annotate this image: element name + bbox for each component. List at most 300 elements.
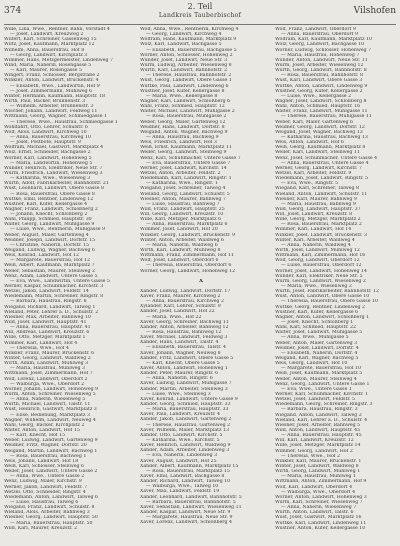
directory-entry: — Katharina, Wwe., Ringstr. 1 [146, 181, 218, 187]
directory-entry: Xander, Anton, Arbeiter, Bahnweg 12 [140, 324, 229, 330]
directory-entry: Xander, Peter, Maurer, Ringstr. 6 [140, 371, 219, 377]
directory-entry: Wunder, Heinrich, Elektriker, Neue Str. 7 [4, 165, 103, 171]
directory-entry: Wimmer, Hans, Metzgermeister, Lindenweg 7 [4, 57, 114, 63]
directory-entry: Wieland, Karl, Lehrer a. D., Schulstr. 4 [275, 417, 368, 423]
directory-entry: Weidner, Georg, Landwirt, Dorfstr. 12 [275, 124, 365, 130]
directory-entry: — Rosa, Bauersfrau, Obere Gasse 8 [10, 191, 95, 197]
directory-entry: Weigand, Martin, Landwirt, Bachweg 1 [4, 448, 98, 454]
directory-entry: Will, Georg, Landwirt, Kreuzstr. 10 [140, 212, 224, 218]
directory-entry: Wuttke, Anton, Landwirt, Lindenweg 9 [275, 83, 368, 89]
directory-entry: Wunder, Anton, Landwirt, Neue Str. 11 [275, 57, 368, 63]
directory-entry: — Barbara, Bauersfrau, Bahnhofstr. 5 [146, 499, 236, 505]
directory-entry: Will, Josef, Landwirt, Kreuzstr. 8 [275, 212, 353, 218]
directory-entry: — Theresia, Wwe., Hof 4 [10, 345, 69, 351]
directory-entry: Wimmer, Georg, Landwirt, Hof 2 [275, 448, 353, 454]
directory-entry: Weller, Karl, Landwirt, Steinweg 11 [275, 150, 360, 156]
directory-entry: Walter, Georg, Landwirt, Mühlgasse 9 [4, 222, 95, 228]
directory-entry: Wenz, Karl, Schuhmacher, Untere Gasse 7 [140, 155, 241, 161]
directory-entry: Weiß, Josef, Kaufmann, Marktplatz 5 [275, 371, 363, 377]
directory-entry: — Maria, Bauersfrau, Hauptstr. 50 [10, 520, 93, 526]
directory-entry: Wuttke, Georg, Rentner, Lindenweg 2 [275, 304, 365, 310]
directory-entry: Wüstner, Karl, Küfer, Kellergasse 4 [4, 201, 88, 207]
directory-entry: — Anna, Bauersfrau, Hauptstr. 45 [281, 433, 362, 439]
directory-entry: — Maria, Landwirtin, Höhenweg 5 [10, 160, 93, 166]
directory-entry: Wenz, Josef, Schuhmacher, Untere Gasse 4 [275, 155, 378, 161]
directory-entry: Xaver, Konrad, Landwirt, Untere Gasse 9 [140, 396, 238, 402]
directory-entry: — Georg, Landwirt, Kirchplatz 3 [10, 52, 88, 58]
directory-entry: — Eva, Bauersfrau, Untere Gasse 7 [146, 160, 231, 166]
directory-entry: Werner, Georg, Landwirt, Kirchstr. 7 [275, 165, 362, 171]
directory-entry: Wieland, Anton, Landwirt, Schulstr. 11 [275, 191, 368, 197]
page-header [0, 0, 400, 24]
directory-entry: — Barbara, Hausfrau, Ringstr. 3 [281, 407, 358, 413]
directory-entry: Wild, Josef, Landwirt, Hauptstr. 41 [4, 320, 87, 326]
directory-entry: — Theresia, Bauersfrau, Obere Gasse 10 [281, 299, 378, 305]
directory-entry: Wild, Anton, Landwirt, Hauptstr. 45 [275, 427, 361, 433]
directory-entry: Wolz, Georg, Landwirt, Bachgasse 10 [275, 42, 365, 48]
directory-entry: Wirth, Georg, Landwirt, Mühlweg 1 [275, 469, 361, 475]
directory-entry: Wittmann, Karl, Zimmermann, Hof 16 [275, 253, 366, 259]
directory-entry: Wiegand, Karl, Schreiner, Talweg 8 [275, 186, 360, 192]
directory-entry: — Elise, Bedienung, Marktplatz 3 [10, 412, 90, 418]
directory-entry: Wille, Karl, Metzger, Marktplatz 6 [140, 217, 222, 223]
directory-entry: — Luise, Bauersfrau, Oberdorf 12 [281, 263, 362, 269]
directory-entry: Xander, Hans, Landwirt, Talstr. 4 [140, 340, 219, 346]
directory-entry: Wittmann, Franz, Zimmermann, Hof 11 [140, 253, 235, 259]
directory-entry: — Rosa, Bauersfrau, Marktplatz 2 [281, 222, 362, 228]
directory-entry: Xander, Ludwig, Landwirt, Dorfstr. 17 [140, 288, 231, 294]
directory-entry: Wagner, Franz, Landwirt, Schloßberg 2 [4, 206, 98, 212]
directory-entry: — Maria, Hausfrau, Bahnweg 9 [281, 201, 356, 207]
directory-entry: Wittmann, Josef, Zimmermann, Hof 7 [4, 371, 93, 377]
directory-entry: — Barbara, Hausfrau, Ringstr. 8 [10, 299, 87, 305]
directory-entry: Wolf, Lorenz, Landwirt, Oberdorf 2 [4, 376, 88, 382]
directory-entry: Wenz, Ludwig, Maler, Kirchstr. 9 [4, 479, 82, 485]
directory-entry: Wolf, Georg, Landwirt, Oberdorf 12 [275, 258, 360, 264]
directory-entry: — Josef, Zimmermann, Mühlweg 6 [10, 88, 93, 94]
directory-entry: Wirth, Adam, Landwirt, Mühlweg 3 [4, 361, 89, 367]
directory-entry: — Therese, Hausfrau, Gartenweg 2 [146, 422, 231, 428]
directory-entry: Weiß, Albert, Kaufmann, Marktplatz 7 [4, 263, 95, 269]
directory-entry: Weber, Ludwig, Landwirt, Gartenweg 9 [4, 438, 98, 444]
directory-entry: Wilfert, Karl, Schreiner, Gassenweg 15 [4, 37, 97, 43]
directory-entry: Würth, Josef, Fabrikarbeiter, Bahnhofstr. 12 [275, 289, 379, 295]
directory-entry: Wörner, Karl, Landwirt, Höhenweg 5 [4, 155, 92, 161]
letter-heading: X [198, 278, 204, 284]
directory-entry: Werner, Kaspar, Schuhmacher, Kirchstr. 3 [4, 284, 104, 290]
directory-entry: Wiedemann, Georg, Schreiner, Ringstr. 3 [275, 402, 373, 408]
directory-entry: — Eva, Wwe., Untere Gasse 1 [281, 386, 352, 392]
directory-entry: Wolf, Alois, Landwirt, Kirchweg 10 [4, 129, 87, 135]
header-rule [4, 24, 396, 25]
directory-entry: Xaver, Franz, Maurer, Kirchweg 2 [140, 294, 221, 300]
directory-entry: Wolfram, Hans, Kaufmann, Marktplatz 9 [140, 37, 237, 43]
directory-entry: — Maria, Hausfrau, Mühlweg 1 [281, 474, 356, 480]
directory-entry: Wild, Georg, Landwirt, Hauptstr. 37 [275, 206, 361, 212]
directory-entry: — Margarete, Bauersfrau, Hof 12 [10, 258, 91, 264]
directory-entry: — Anna, Bauersfrau, Oberdorf 9 [281, 32, 358, 38]
directory-entry: — Josef, Landwirt, Kreuzweg 2 [10, 32, 84, 38]
directory-entry: Wild, Franz, Landwirt, Hauptstr. 25 [140, 206, 225, 212]
directory-entry: — Walburga, Wwe., Talweg 10 [146, 484, 219, 490]
directory-entry: — Karl, Knecht, Hof 15 [10, 433, 66, 439]
directory-entry: — Karl, Knecht, Obere Gasse 5 [146, 360, 220, 366]
directory-entry: — Maria, Wwe., Kellergasse 8 [146, 93, 218, 99]
directory-entry: — Anna, Wwe., Mühlgasse 5 [281, 335, 349, 341]
directory-entry: Wenz, Adam, Landwirt, Untere Gasse 5 [4, 273, 98, 279]
directory-entry: Wetzel, Anton, Arbeiter, Feldstr. 2 [140, 170, 221, 176]
directory-entry: Wetzel, Jakob, Landwirt, Feldstr. 14 [4, 289, 89, 295]
directory-entry: — Katharina, Hausfrau, Bachweg 13 [281, 134, 368, 140]
directory-entry: Würth, Georg, Landwirt, Bahnhofstr. 8 [275, 68, 367, 74]
directory-entry: Wiedemann, Anton, Landwirt, Talweg 6 [4, 494, 99, 500]
directory-entry: Wagner, Josef, Landwirt, Schloßberg 8 [275, 98, 367, 104]
directory-entry: — Eva, Wwe., Ringstr. 5 [281, 181, 339, 187]
directory-entry: Würth, Karl, Landwirt, Bahnhofstr. 2 [140, 68, 228, 74]
directory-entry: Xander, Georg, Schmied, Hauptstr. 33 [140, 401, 231, 407]
directory-entry: — Anna, Bauersfrau, Marktplatz 6 [146, 222, 228, 228]
directory-entry: — Johann, Knecht, Schloßberg 2 [10, 212, 88, 218]
directory-entry: Xaver, Anton, Landwirt, Höhenweg 1 [140, 366, 228, 371]
directory-entry: Wetzel, Karl, Arbeiter, Feldstr. 9 [275, 170, 352, 176]
directory-entry: — Anna, Bauersfrau, Untere Gasse 4 [281, 160, 369, 166]
directory-entry: — Luise, Hausfrau, Talweg 6 [10, 499, 79, 505]
directory-entry: Wunder, Karl, Elektriker, Neue Str. 5 [275, 273, 363, 279]
directory-entry: — Luise, Hausfrau, Bahnweg 7 [146, 201, 220, 207]
directory-entry: Xaver, Wilhelm, Maler, Marktplatz 13 [140, 427, 229, 433]
running-head-right: Vilshofen [353, 6, 396, 16]
directory-entry: Weis, Anton, Landwirt, Hof 6 [275, 140, 344, 146]
directory-entry: Weigand, Anton, Wagner, Bachweg 9 [140, 129, 228, 135]
directory-entry: Winkler, Josef, Landwirt, Brückenstr. 3 [275, 232, 367, 238]
directory-entry: Wurm, Anton, Schreiner, Wiesenweg 5 [4, 391, 96, 397]
directory-entry: — Theresia, Wwe., Hof 2 [281, 453, 340, 459]
directory-entry: — Anna, Bauersfrau, Kirchweg 2 [146, 299, 224, 305]
directory-entry: Wille, Otto, Metzger, Marktplatz 1 [4, 335, 86, 341]
directory-entry: Wahl, Georg, Bäcker, Kirchplatz 2 [4, 422, 85, 428]
directory-entry: — Walburga, Wwe., Oberdorf 2 [10, 381, 85, 387]
directory-entry: Wurm, Josef, Arbeiter, Wiesenweg 12 [275, 62, 364, 68]
directory-entry: — Luise, Wwe., Steinweg 3 [146, 391, 211, 397]
directory-entry: Wagner, Anton, Landwirt, Schloßberg 1 [275, 314, 370, 320]
directory-entry: Weis, Georg, Landwirt, Hof 10 [275, 361, 348, 367]
directory-entry: Würth, Adolf, Fabrikarbeiter, Bahnhofstr. 21 [4, 181, 109, 187]
directory-entry: Weber, Anton, Maler, Gartenweg 3 [275, 340, 358, 346]
directory-entry: Wetzel, Josef, Landwirt, Feldstr. 5 [275, 397, 356, 403]
directory-entry: — Rosa, Bauersfrau, Bachweg 1 [10, 453, 87, 459]
directory-entry: Xander, Adam, Arbeiter, Lindenweg 3 [140, 448, 230, 454]
directory-entry: Wurm, Friedrich, Landwirt, Wiesenweg 3 [4, 170, 103, 176]
directory-entry: Wimmer, Karl, Landwirt, Hof 4 [4, 340, 78, 346]
directory-entry: Wahl, Franz, Schmied, Hauptstr. 12 [140, 104, 225, 110]
directory-entry: Xaver, Johann, Wagner, Neuweg 8 [140, 350, 221, 356]
directory-entry: — Anna, Bauersfrau, Kirchweg 10 [10, 134, 91, 140]
directory-entry: Weller, Josef, Landwirt, Untere Gasse 2 [4, 469, 98, 475]
directory-entry: Wingert, Franz, Schlosser, Bergstraße 2 [4, 73, 100, 79]
directory-entry: Xaver, Lorenz, Landwirt, Schloßberg 4 [140, 520, 233, 526]
directory-entry: — Anna, Näherin, Ringstr. 6 [146, 376, 213, 382]
directory-entry: — Luise, Wwe., Kellergasse 2 [281, 93, 352, 99]
directory-entry: Winkler, Georg, Landwirt, Brückenstr. 9 [140, 232, 236, 238]
directory-entry: Xaver, Michael, Landwirt, Feldweg 3 [140, 335, 228, 341]
directory-entry: Xander, Otto, Landwirt, Kirchstr. 5 [140, 432, 223, 438]
directory-entry: — Maria, Hausfrau, Höhenweg 7 [281, 52, 360, 58]
directory-entry: Weis, Konrad, Landwirt, Hof 12 [4, 253, 79, 259]
directory-entry: Wiesner, Anton, Maurer, Bahnweg 7 [140, 196, 226, 202]
directory-entry: Walter, Anton, Landwirt, Hof 15 [4, 427, 80, 433]
directory-entry: Wohlfahrt, Otto, Lehrer, Schulstr. 6 [4, 124, 88, 130]
directory-entry: Xander, Jakob, Landwirt, Gartenweg 2 [140, 417, 232, 423]
directory-entry: Wörner, Johann, Landwirt, Höhenweg 9 [4, 386, 99, 392]
directory-entry: Wörner, Georg, Landwirt, Höhenweg 12 [140, 268, 236, 274]
column-3 [275, 27, 397, 543]
directory-entry: Wille, Georg, Metzger, Marktplatz 2 [275, 217, 361, 223]
directory-entry: Wüst, Josef, Gastwirt, Marktplatz 16 [275, 515, 362, 521]
directory-entry: — Georg, Landwirt, Kirchweg 4 [146, 32, 222, 38]
directory-entry: Winter, Anton, Arbeiter, Waldweg 6 [140, 237, 224, 243]
directory-entry: Winter, Karl, Arbeiter, Waldweg 4 [275, 237, 355, 243]
directory-entry: Walter, Josef, Landwirt, Mühlgasse 5 [275, 330, 363, 336]
directory-entry: Wittmann, Anton, Zimmermann, Hof 9 [275, 479, 367, 485]
directory-entry: Xander, Leonhard, Landwirt, Bahnhofstr. 5 [140, 494, 242, 500]
directory-entry: Wolfram, Karl, Kaufmann, Marktplatz 10 [275, 37, 373, 43]
directory-entry: Wiesner, Josef, Arbeiter, Bahnweg 5 [275, 422, 361, 428]
directory-entry: — Theresia, Bauersfrau, Oberdorf 6 [146, 263, 232, 269]
directory-entry: — Maria, Näherin, Waldweg 6 [146, 242, 218, 248]
directory-entry: Walter, Michael, Landwirt, Mühlgasse 2 [140, 109, 235, 115]
directory-entry: Weis, Johann, Landwirt, Hof 18 [4, 458, 79, 464]
page-number: 374 [4, 6, 22, 16]
directory-entry: Xander, Fritz, Landwirt, Obere Gasse 5 [140, 355, 234, 361]
directory-entry: Wörner, Anton, Schlosser, Höhenweg 2 [140, 52, 233, 58]
directory-entry: Weis, Friedrich, Landwirt, Hof 3 [140, 140, 217, 146]
directory-entry: Walter, Franz, Landwirt, Mühlgasse 11 [275, 109, 368, 115]
directory-entry: Wolz, Ernst, Schneider, Bachgasse 2 [4, 150, 91, 156]
directory-entry: Wind, Maria, Näherin, Rosengasse 5 [4, 62, 92, 68]
directory-entry: Wörner, Ludwig, Schlosser, Höhenweg 7 [275, 47, 372, 53]
directory-entry: — Walburga, Wwe., Oberdorf 4 [281, 489, 356, 495]
directory-entry: — Josef, Postbote, Hauptstr. 9 [10, 140, 81, 146]
directory-entry: Weidner, Josef, Landwirt, Dorfstr. 4 [275, 345, 359, 351]
directory-entry: — Christine, Näherin, Dorfstr. 15 [10, 242, 90, 248]
directory-entry: Wolf, Karl, Landwirt, Oberdorf 4 [275, 484, 353, 490]
directory-entry: — Rosa, Bauersfrau, Bahnhofstr. 8 [281, 73, 363, 79]
directory-entry: — Maria, Hausfrau, Mühlweg 3 [10, 366, 85, 372]
directory-entry: — Katharina, Wwe., Kirchstr. 5 [146, 437, 220, 443]
directory-entry: Weber, August, Maler, Gartenweg 4 [4, 232, 89, 238]
directory-entry: Wörner, Josef, Landwirt, Höhenweg 14 [275, 268, 367, 274]
directory-entry: Wiltz, Josef, Kaufmann, Marktplatz 12 [4, 42, 95, 48]
directory-entry: Wüstner, Josef, Küfer, Kellergasse 8 [140, 88, 225, 94]
directory-entry: Wiegand, Richard, Landwirt, Talweg 1 [4, 304, 96, 310]
directory-entry: Wiegand, Josef, Schreiner, Talweg 4 [140, 186, 226, 192]
directory-entry: Wetzel, Otto, Schneider, Ringstr. 4 [4, 489, 86, 495]
directory-entry: — Anna, Wwe., Untere Gasse 2 [10, 474, 85, 480]
directory-entry: Winter, Georg, Landwirt, Waldweg 2 [4, 356, 91, 361]
directory-entry: Xaver, Georg, Schreiner, Bachweg 11 [140, 319, 229, 325]
directory-entry: Wagner, Karl, Landwirt, Schloßberg 6 [140, 98, 231, 104]
directory-entry: Wuttke, Karl, Landwirt, Lindenweg 11 [275, 520, 367, 526]
directory-entry: Wurm, Karl, Schreiner, Wiesenweg 7 [275, 499, 363, 505]
directory-entry: Wolfram, Michael, Gastwirt, Marktplatz 4 [4, 145, 104, 151]
directory-entry: Will, Karl, Landwirt, Kreuzstr. 12 [275, 438, 354, 444]
directory-entry: Wiedemann, Martin, Schreiner, Ringstr. 8 [4, 294, 104, 300]
directory-entry: Weller, Anton, Maurer, Steinweg 4 [275, 376, 357, 382]
directory-entry: Werner, Josef, Landwirt, Kirchstr. 14 [140, 165, 227, 171]
directory-entry: Wieland, Peter, Lehrer a. D., Schulstr. 2 [4, 309, 99, 315]
directory-entry: Weidner, Joseph, Landwirt, Dorfstr. 15 [4, 237, 96, 243]
directory-entry: Wischer, Johann, Landwirt, Feldweg 11 [4, 109, 98, 115]
directory-entry: Weber, Karl, Maler, Gartenweg 6 [275, 119, 353, 125]
directory-entry: Weigand, Ludwig, Wagner, Bachweg 6 [4, 248, 95, 254]
directory-entry: Wunder, Josef, Landwirt, Neue Str. 3 [140, 57, 228, 63]
directory-entry: Weidner, Fritz, Wagner, Dorfstr. 20 [4, 443, 87, 449]
directory-entry: Wiesner, Georg, Landwirt, Hauptstr. 50 [4, 515, 98, 521]
directory-entry: — Katharina, Wwe., Wiesenweg 3 [10, 176, 91, 182]
directory-entry: — Maria, Bauersfrau, Hauptstr. 33 [146, 407, 229, 413]
directory-entry: Werner, Karl, Schuhmacher, Kirchstr. 1 [275, 391, 369, 397]
directory-entry: Wittmann, Georg, Wagner, Schmiedgasse 1 [4, 114, 107, 120]
directory-entry: Wolf, Anna, Wwe., Rentnerin, Kirchweg 4 [140, 27, 239, 32]
directory-entry: — Eva, Wwe., Landwirtin, Untere Gasse 5 [10, 278, 110, 284]
directory-entry: Winkler, Anton, Landwirt, Brückenstr. 4 [4, 78, 99, 84]
directory-entry: Wuttke, Emil, Rentner, Lindenweg 12 [4, 196, 94, 202]
directory-entry: Will, Andreas, Landwirt, Kreuzstr. 6 [4, 330, 90, 336]
directory-entry: Weller, Georg, Landwirt, Steinweg 9 [140, 150, 227, 156]
directory-entry: Winkler, Franz, Maurer, Brückenstr. 6 [4, 350, 95, 356]
directory-entry: — Therese, Hausfrau, Bahnhofstr. 2 [146, 73, 232, 79]
directory-entry: Wüst, Heinrich, Gastwirt, Marktplatz 3 [4, 407, 97, 413]
directory-entry: Winter, Josef, Landwirt, Waldweg 8 [275, 463, 359, 469]
directory-entry: Xander, Josef, Landwirt, Hof 22 [140, 309, 215, 315]
directory-entry: Wüst, Leonhard, Landwirt, Obere Gasse 8 [4, 186, 104, 192]
directory-entry: Wolf, Josef, Landwirt, Oberdorf 6 [140, 258, 219, 264]
directory-entry: Xaver, Paul, Landwirt, Kreuzstr. 4 [140, 412, 221, 418]
directory-entry: Wimmer, Josef, Landwirt, Hof 20 [140, 227, 218, 233]
directory-entry: — Therese, Wwe., Hausfrau, Schmiedgasse 1 [10, 119, 118, 125]
directory-entry: Xander, Albert, Kaufmann, Marktplatz 15 [140, 463, 239, 469]
directory-entry: Wieland, Alois, Arbeiter, Bahnweg 3 [4, 510, 90, 516]
directory-entry: Wahl, Karl, Schmied, Hauptstr. 22 [275, 325, 357, 331]
directory-entry: — Anna, Bauersfrau, Hauptstr. 41 [10, 325, 91, 331]
directory-entry: Xylander, Karl, Lehrer, Schulstr. 9 [140, 304, 221, 310]
directory-entry: — Anna, Näherin, Wiesenweg 5 [10, 397, 86, 403]
directory-entry: Wolz, Karl, Landwirt, Bachgasse 5 [140, 42, 222, 48]
directory-entry: Weller, Sebastian, Maurer, Steinweg 2 [4, 268, 96, 274]
directory-entry: Wurm, Ludwig, Arbeiter, Wiesenweg 8 [140, 62, 232, 68]
directory-entry: Wirth, Josef, Landwirt, Mühlweg 12 [275, 248, 360, 254]
directory-entry: — Elisabeth, Bauersfrau, Talstr. 4 [146, 345, 226, 351]
directory-entry: Weiß, Ernst, Kaufmann, Marktplatz 11 [140, 145, 232, 151]
directory-entry: Winter, Hermann, Kaufmann, Hauptstr. 18 [4, 93, 106, 99]
directory-entry: Wille, Lina, Wwe., Rentner, Bahn, Vorstadt 4 [4, 27, 110, 32]
directory-entry: Wille, Josef, Metzger, Marktplatz 14 [275, 443, 361, 449]
directory-entry: — Rosa, Bauersfrau, Mühlgasse 2 [146, 114, 227, 120]
directory-entry: Wüst, Anton, Landwirt, Obere Gasse 10 [275, 294, 370, 300]
directory-entry: — Therese, Bauersfrau, Mühlgasse 11 [281, 114, 372, 120]
directory-entry: Xaver, August, Landwirt, Hof 25 [140, 458, 217, 464]
directory-entry: Wurm, Georg, Landwirt, Wiesenweg 2 [275, 278, 366, 284]
directory-entry: Wüstner, Anton, Küfer, Kellergasse 10 [275, 525, 366, 531]
directory-entry: — Anna, Näherin, Waldweg 4 [281, 242, 351, 248]
directory-entry: Würth, Anton, Landwirt, Talstr. 6 [275, 510, 354, 516]
directory-entry: Wüstner, Georg, Küfer, Kellergasse 2 [275, 88, 363, 94]
directory-entry: Wenz, Georg, Landwirt, Untere Gasse 1 [275, 381, 370, 387]
directory-entry: Wörner, Anton, Landwirt, Höhenweg 3 [275, 494, 367, 500]
directory-entry: Wuttke, Paul, Landwirt, Lindenweg 6 [140, 83, 229, 89]
directory-entry: Wiedemann, Karl, Landwirt, Ringstr. 1 [140, 176, 232, 182]
directory-entry: Xander, Richard, Landwirt, Talweg 10 [140, 479, 231, 485]
directory-entry: — Maria, Wwe., Hof 22 [146, 314, 202, 320]
directory-entry: Wagner, Wilhelm, Landwirt, Neuweg 4 [4, 417, 96, 423]
directory-entry: — Elisabeth, Bauersfrau, Bachgasse 5 [146, 47, 237, 53]
directory-entry: Wild, Karl, Maurer, Kreuzstr. 2 [4, 525, 78, 531]
directory-entry: Xaver, Heinrich, Landwirt, Waldweg 9 [140, 443, 231, 449]
directory-entry: Weigand, Josef, Wagner, Bachweg 13 [275, 129, 363, 135]
directory-entry: Winkler, Karl, Maurer, Brückenstr. 1 [275, 458, 362, 464]
directory-entry: Wolf, Franz, Landwirt, Oberdorf 9 [275, 27, 356, 32]
directory-entry: — Margarete, Bauersfrau, Hof 10 [281, 366, 362, 372]
directory-entry: Xander, Martin, Arbeiter, Steinweg 3 [140, 386, 228, 392]
directory-entry: Weidner, Hans, Landwirt, Dorfstr. 8 [140, 124, 225, 130]
column-2 [140, 27, 262, 543]
directory-entry: Werner, Jakob, Landwirt, Feldstr. 7 [4, 484, 88, 490]
part-heading: 2. Teil [187, 2, 213, 11]
directory-entry: — Luise, Wwe., Rentnerin, Mühlgasse 9 [10, 227, 105, 233]
directory-entry: Wiegand, Franz, Landwirt, Schulstr. 8 [4, 505, 95, 511]
directory-entry: Wilhelm, Anna, Bauersfrau, Hof 8 [4, 47, 85, 53]
directory-entry: Xaver, Sebastian, Landwirt, Wiesenweg 11 [140, 504, 242, 510]
column-1 [4, 27, 126, 543]
directory-entry: Xander, Kaspar, Landwirt, Neue Str. 9 [140, 509, 231, 515]
directory-entry: — Anna, Näherin, Wiesenweg 7 [281, 505, 357, 511]
directory-entry: — Wilhelm, Arbeiter, Brunnenstr. 3 [10, 104, 94, 110]
directory-entry: Wüst, Georg, Landwirt, Obere Gasse 1 [140, 78, 232, 84]
directory-entry: — Anna, Hausfrau, Bachweg 9 [146, 134, 219, 140]
directory-entry: Weber, Georg, Maler, Gartenweg 12 [140, 119, 226, 125]
directory-entry: Xaver, Max, Landwirt, Feldstr. 19 [140, 489, 220, 495]
directory-entry: — Josef, Knecht, Schloßberg 1 [281, 320, 354, 326]
directory-entry: — Rosa, Bauersfrau, Marktplatz 15 [146, 468, 230, 474]
directory-entry: Wüstner, Karl, Küfer, Kellergasse 6 [275, 309, 359, 315]
directory-entry: Wirth, Karl, Landwirt, Mühlweg 8 [140, 248, 221, 254]
directory-entry: Weigand, Karl, Wagner, Bachweg 5 [275, 356, 359, 361]
directory-entry: Würth, Michael, Landwirt, Talstr. 11 [4, 402, 91, 408]
directory-entry: Weiß, Georg, Kaufmann, Marktplatz 8 [275, 145, 366, 151]
directory-entry: Wiegand, Anton, Landwirt, Talweg 2 [275, 412, 362, 418]
directory-entry: Weiß, Karl, Schlosser, Steinweg 6 [4, 463, 84, 469]
directory-entry: Xaver, Ludwig, Landwirt, Mühlgasse 7 [140, 381, 232, 387]
directory-entry: Wiedemann, Josef, Landwirt, Ringstr. 5 [275, 176, 369, 182]
directory-entry: Wimmer, Karl, Landwirt, Hof 14 [275, 227, 352, 233]
directory-entry: Wieland, Georg, Landwirt, Schulstr. 5 [140, 191, 230, 197]
directory-entry: — Margarete, Hausfrau, Neue Str. 9 [146, 515, 233, 521]
directory-entry: — Eva, Näherin, Lindenweg 3 [146, 453, 218, 459]
directory-entry: Wiesner, Karl, Maurer, Bahnweg 9 [275, 196, 357, 202]
directory-entry: — Maria, Wwe., Wiesenweg 2 [281, 284, 352, 290]
directory-entry: Wahl, Anton, Schmied, Hauptstr. 16 [275, 104, 361, 110]
directory-entry: Wirth, Paul, Bäcker, Brunnenstr. 3 [4, 98, 86, 104]
directory-entry: Wüst, Karl, Landwirt, Obere Gasse 3 [275, 78, 363, 84]
directory-entry: — Elisabeth, Wwe., Landwirtin, Hof 9 [10, 83, 100, 89]
directory-entry: — Elisabeth, Näherin, Dorfstr. 4 [281, 350, 358, 356]
directory-entry: — Rosa, Hausfrau, Bahnweg 12 [146, 330, 222, 336]
directory-entry: Wiesner, Max, Arbeiter, Bahnweg 10 [4, 314, 91, 320]
directory-entry: Wahl, Philipp, Schmied, Hauptstr. 30 [4, 217, 92, 223]
directory-entry: Xaver, Emil, Landwirt, Bachgasse 8 [140, 473, 225, 479]
directory-entry: — Karl, Maurer, Rosengasse 5 [10, 68, 82, 74]
section-heading: Landkreis Tauberbischof [158, 12, 242, 19]
